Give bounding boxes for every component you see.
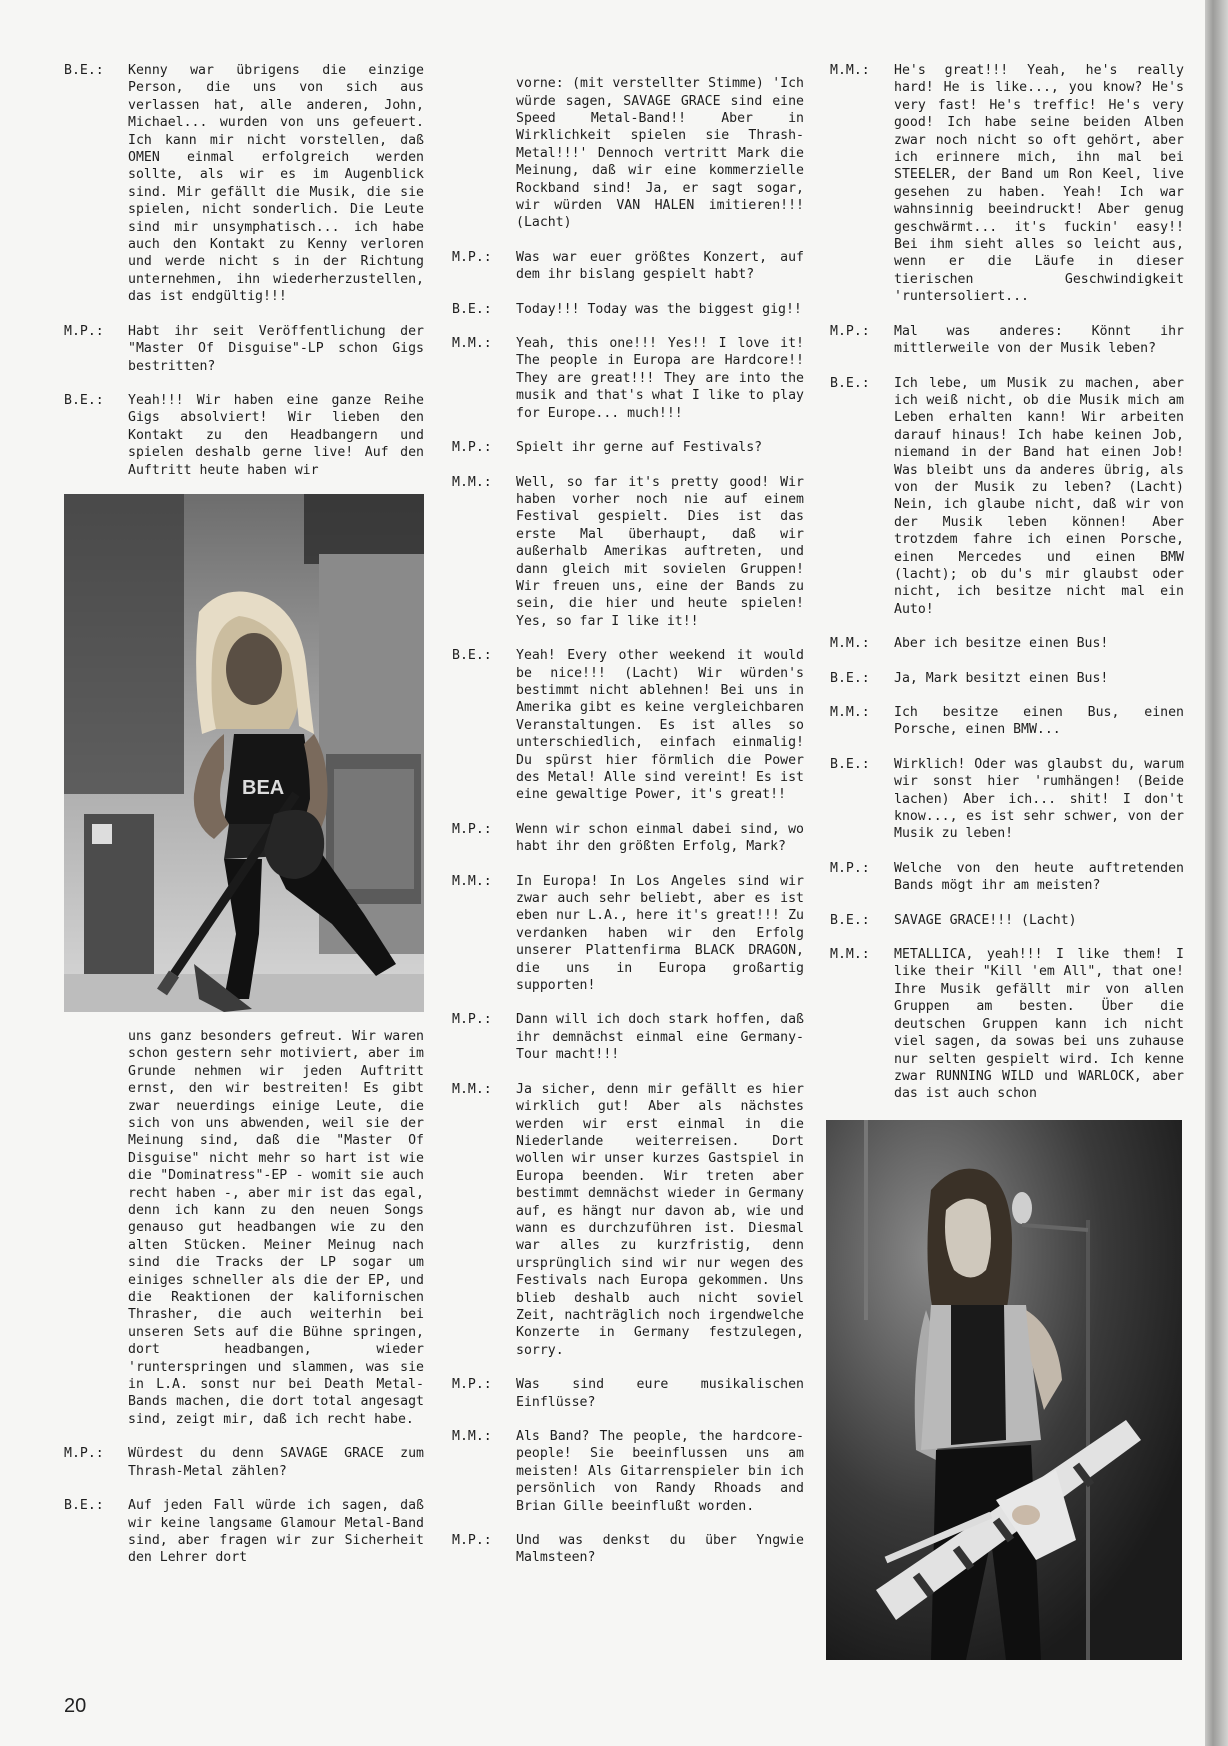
interview-entry	[830, 62, 1184, 306]
interview-entry	[830, 323, 1184, 358]
speaker-label: M.P.:	[452, 821, 492, 837]
speaker-label: M.P.:	[452, 1533, 492, 1549]
speaker-label: M.M.:	[830, 947, 870, 963]
speaker-label: M.P.:	[452, 1012, 492, 1028]
interview-entry	[64, 62, 424, 306]
interview-entry	[452, 249, 804, 284]
entry-text: Und was denkst du über Yngwie Malmsteen?	[516, 1533, 804, 1566]
speaker-label: B.E.:	[64, 1498, 104, 1514]
entry-text: Was sind eure musikalischen Einflüsse?	[516, 1377, 804, 1410]
entry-text: Kenny war übrigens die einzige Person, die uns von sich aus verlassen hat, alle anderen, John, Michael... wurden von uns gefeuert. Ich kann mir nicht vorstellen, daß OMEN einmal erfolgreich werden sollte, als wir es im Augenblick sind. Mir gefällt die Musik, die sie spielen, nicht sonderlich. Die Leute sind mir unsymphatisch... ich habe auch den Kontakt zu Kenny verloren und werde nicht s in der Richtung unternehmen, ihn wiederherzustellen, das ist endgültig!!!	[128, 63, 424, 305]
speaker-label: M.M.:	[452, 1081, 492, 1097]
speaker-label: B.E.:	[64, 63, 104, 78]
binding-edge	[1205, 0, 1228, 1746]
interview-entry	[830, 375, 1184, 619]
entry-text: Yeah, this one!!! Yes!! I love it! The people in Europa are Hardcore!! They are great!!! They are into the musik and that's what I like to play for Europe... much!!!	[516, 336, 804, 421]
interview-entry	[830, 635, 1184, 652]
entry-text: Yeah!!! Wir haben eine ganze Reihe Gigs absolviert! Wir lieben den Kontakt zu den Headbangern und spielen deshalb gerne live! Auf den Auftritt heute haben wir	[128, 392, 424, 478]
interview-entry	[830, 704, 1184, 739]
interview-entry	[452, 1376, 804, 1411]
interview-entry	[452, 821, 804, 856]
guitarist-photo	[826, 1120, 1182, 1660]
entry-text: Ich besitze einen Bus, einen Porsche, einen BMW...	[894, 705, 1184, 738]
interview-entry	[452, 873, 804, 995]
speaker-label: M.M.:	[830, 63, 870, 78]
speaker-label: B.E.:	[830, 912, 870, 928]
entry-text: Auf jeden Fall würde ich sagen, daß wir keine langsame Glamour Metal-Band sind, aber fragen wir zur Sicherheit den Lehrer dort	[128, 1498, 424, 1566]
speaker-label: B.E.:	[64, 392, 104, 408]
interview-entry	[64, 392, 424, 479]
speaker-label: M.M.:	[830, 705, 870, 720]
entry-text: Dann will ich doch stark hoffen, daß ihr demnächst einmal eine Germany-Tour macht!!!	[516, 1012, 804, 1063]
entry-text: METALLICA, yeah!!! I like them! I like their "Kill 'em All", that one! Ihre Musik gefällt mir von allen Gruppen am besten. Über die deutschen Gruppen kann ich nicht viel sagen, da sowas bei uns zuhause nur selten gespielt wird. Ich kenne zwar RUNNING WILD und WARLOCK, aber das ist auch schon	[894, 947, 1184, 1102]
continuation-text: vorne: (mit verstellter Stimme) 'Ich würde sagen, SAVAGE GRACE sind eine Speed Metal-Band!! Aber in Wirklichkeit spielen sie Thrash-Metal!!!' Dennoch vertritt Mark die Meinung, daß wir eine kommerzielle Rockband sind! Ja, er sagt sogar, wir würden VAN HALEN imitieren!!! (Lacht)	[516, 76, 804, 231]
interview-entry	[830, 670, 1184, 687]
speaker-label: M.P.:	[452, 440, 492, 456]
entry-text: Spielt ihr gerne auf Festivals?	[516, 440, 763, 456]
speaker-label: M.P.:	[830, 323, 870, 339]
interview-entry	[452, 301, 804, 318]
interview-entry	[452, 647, 804, 804]
guitarist-illustration	[826, 1120, 1182, 1660]
interview-entry	[452, 335, 804, 422]
entry-text: Today!!! Today was the biggest gig!!	[516, 301, 802, 317]
speaker-label: M.P.:	[452, 249, 492, 265]
continuation-text: uns ganz besonders gefreut. Wir waren schon gestern sehr motiviert, aber im Grunde nehmen wir jeden Auftritt ernst, den wir bestreiten! Es gibt zwar neuerdings einige Leute, die sich von uns abwenden, weil sie der Meinung sind, daß die "Master Of Disguise" nicht mehr so hart ist wie die "Dominatress"-EP - womit sie auch recht haben -, aber mir ist das egal, denn ich kann zu den neuen Songs genauso gut headbangen wie zu den alten Stücken. Meiner Meinug nach sind die Tracks der LP sogar um einiges schneller als die der EP, und die Reaktionen der kalifornischen Thrasher, die auch weiterhin bei unseren Sets auf die Bühne springen, dort headbangen, wieder 'runterspringen und slammen, was sie in L.A. sonst nur bei Death Metal-Bands machen, die dort total angesagt sind, zeigt mir, daß ich recht habe.	[128, 1028, 424, 1427]
interview-entry	[452, 1532, 804, 1567]
interview-entry	[830, 946, 1184, 1103]
speaker-label: M.M.:	[452, 336, 492, 352]
interview-entry	[830, 860, 1184, 895]
entry-text: Als Band? The people, the hardcore-people! Sie beeinflussen uns am meisten! Als Gitarrenspieler bin ich persönlich von Randy Rhoads and Brian Gille beeinflußt worden.	[516, 1429, 804, 1514]
entry-text: Ich lebe, um Musik zu machen, aber ich weiß nicht, ob die Musik mich am Leben erhalten kann! Wir arbeiten darauf hinaus! Ich habe keinen Job, niemand in der Band hat einen Job! Was bleibt uns da anderes übrig, als von der Musik zu leben? (Lacht) Nein, ich glaube nicht, daß wir von der Musik leben können! Aber trotzdem fahre ich einen Porsche, einen Mercedes und einen BMW (lacht); ob du's mir glaubst oder nicht, ich besitze nicht mal ein Auto!	[894, 375, 1184, 617]
interview-entry	[452, 1011, 804, 1063]
entry-text: Aber ich besitze einen Bus!	[894, 636, 1109, 652]
entry-text: Würdest du denn SAVAGE GRACE zum Thrash-Metal zählen?	[128, 1446, 424, 1479]
entry-text: SAVAGE GRACE!!! (Lacht)	[894, 912, 1077, 928]
entry-text: In Europa! In Los Angeles sind wir zwar auch sehr beliebt, aber es ist eben nur L.A., here it's great!!! Zu verdanken haben wir den Erfolg unserer Plattenfirma BLACK DRAGON, die uns in Europa großartig supporten!	[516, 873, 804, 994]
speaker-label: M.P.:	[64, 1446, 104, 1462]
entry-text: Mal was anderes: Könnt ihr mittlerweile von der Musik leben?	[894, 323, 1184, 357]
column-1	[64, 62, 424, 1584]
entry-text: Well, so far it's pretty good! Wir haben vorher noch nie auf einem Festival gespielt. Dies ist das erste Mal überhaupt, daß wir außerhalb Amerikas auftreten, und dann gleich mit sovielen Gruppen! Wir freuen uns, eine der Bands zu sein, die hier und heute spielen! Yes, so far I like it!!	[516, 474, 804, 629]
speaker-label: M.M.:	[830, 636, 870, 652]
speaker-label: B.E.:	[452, 301, 492, 317]
entry-text: Was war euer größtes Konzert, auf dem ihr bislang gespielt habt?	[516, 249, 804, 283]
speaker-label: M.P.:	[452, 1377, 492, 1393]
interview-entry	[452, 474, 804, 631]
speaker-label: B.E.:	[830, 756, 870, 772]
entry-text: Wirklich! Oder was glaubst du, warum wir sonst hier 'rumhängen! (Beide lachen) Aber ich... shit! I don't know..., es ist sehr schwer, von der Musik zu leben!	[894, 756, 1184, 842]
speaker-label: M.M.:	[452, 1429, 492, 1444]
speaker-label: M.M.:	[452, 873, 492, 889]
interview-entry	[64, 1445, 424, 1480]
interview-entry	[830, 756, 1184, 843]
interview-entry	[452, 1081, 804, 1360]
entry-text: Ja sicher, denn mir gefällt es hier wirklich gut! Aber als nächstes werden wir erst einmal in die Niederlande weiterreisen. Dort wollen wir unser kurzes Gastspiel in Europa beenden. Wir treten aber bestimmt demnächst wieder in Germany auf, es hängt nur davon ab, wie und wann es durchzuführen ist. Diesmal war alles zu kurzfristig, denn ursprünglich sind wir nur wegen des Festivals nach Europa gekommen. Uns blieb deshalb auch nicht soviel Zeit, nachträglich noch irgendwelche Konzerte in Germany festzulegen, sorry.	[516, 1081, 804, 1358]
interview-entry	[64, 1497, 424, 1567]
interview-entry	[830, 912, 1184, 929]
speaker-label: M.P.:	[64, 323, 104, 339]
interview-entry	[64, 323, 424, 375]
interview-entry	[452, 439, 804, 456]
entry-text: Yeah! Every other weekend it would be nice!!! (Lacht) Wir würden's bestimmt nicht ablehnen! Bei uns in Amerika gibt es keine vergleichbaren Veranstaltungen. Es ist alles so unterschiedlich, einfach einmalig! Du spürst hier förmlich die Power des Metal! Alle sind vereint! Es ist eine gewaltige Power, it's great!!	[516, 648, 804, 803]
entry-text: Ja, Mark besitzt einen Bus!	[894, 670, 1109, 686]
speaker-label: B.E.:	[830, 670, 870, 686]
column-2	[452, 62, 804, 1584]
entry-text: He's great!!! Yeah, he's really hard! He is like..., you know? He's very fast! He's treffic! He's very good! Ich habe seine beiden Alben zwar noch nicht so oft gehört, aber ich erinnere mich, ihn mal bei STEELER, der Band um Ron Keel, live gesehen zu haben. Yeah! Ich war wahnsinnig beeindruckt! Aber genug geschwärmt... it's fuckin' easy!! Bei ihm sieht alles so leicht aus, wenn er die Läufe in dieser tierischen Geschwindigkeit 'runtersoliert...	[894, 63, 1184, 305]
column-3	[830, 62, 1184, 1660]
speaker-label: B.E.:	[830, 375, 870, 391]
bassist-illustration	[64, 494, 424, 1012]
bassist-photo	[64, 494, 424, 1012]
interview-entry	[452, 1428, 804, 1515]
entry-text: Welche von den heute auftretenden Bands mögt ihr am meisten?	[894, 860, 1184, 894]
speaker-label: M.M.:	[452, 474, 492, 490]
speaker-label: M.P.:	[830, 860, 870, 876]
shirt-text: BEA	[242, 776, 285, 799]
entry-text: Wenn wir schon einmal dabei sind, wo habt ihr den größten Erfolg, Mark?	[516, 821, 804, 855]
entry-text: Habt ihr seit Veröffentlichung der "Master Of Disguise"-LP schon Gigs bestritten?	[128, 323, 424, 374]
page-number: 20	[64, 1695, 87, 1717]
speaker-label: B.E.:	[452, 648, 492, 664]
